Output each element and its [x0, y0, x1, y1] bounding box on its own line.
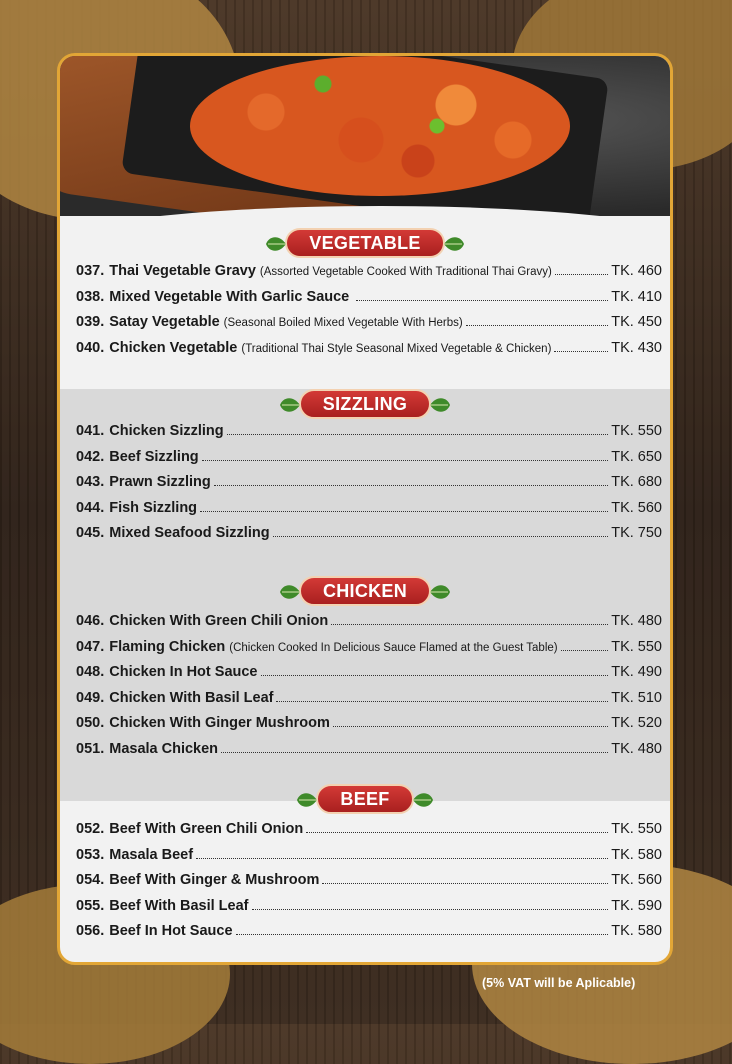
leaf-icon [265, 234, 287, 254]
section-header-vegetable [60, 228, 670, 258]
section-header-beef [60, 784, 670, 814]
leaf-icon [443, 234, 465, 254]
list-item: 051. Masala Chicken TK. 480 [76, 740, 662, 757]
vat-note: (5% VAT will be Aplicable) [482, 976, 636, 990]
list-item: 039. Satay Vegetable (Seasonal Boiled Mixed Vegetable With Herbs) TK. 450 [76, 314, 662, 331]
leaf-icon [279, 395, 301, 415]
list-item: 043. Prawn Sizzling TK. 680 [76, 474, 662, 491]
list-item: 047. Flaming Chicken (Chicken Cooked In Delicious Sauce Flamed at the Guest Table) TK. 550 [76, 638, 662, 655]
list-item: 038. Mixed Vegetable With Garlic Sauce TK. 410 [76, 288, 662, 305]
food-photo [60, 56, 670, 216]
leaf-icon [279, 582, 301, 602]
chicken-list [76, 613, 662, 767]
vegetable-list [76, 263, 662, 365]
list-item: 042. Beef Sizzling TK. 650 [76, 448, 662, 465]
list-item: 052. Beef With Green Chili Onion TK. 550 [76, 821, 662, 837]
section-title: BEEF [340, 788, 390, 809]
menu-card [57, 53, 673, 965]
sizzling-list [76, 423, 662, 551]
list-item: 046. Chicken With Green Chili Onion TK. 480 [76, 613, 662, 629]
list-item: 049. Chicken With Basil Leaf TK. 510 [76, 689, 662, 706]
section-title: CHICKEN [322, 580, 408, 601]
list-item: 040. Chicken Vegetable (Traditional Thai Style Seasonal Mixed Vegetable & Chicken) TK. 430 [76, 339, 662, 356]
leaf-icon [429, 582, 451, 602]
list-item: 056. Beef In Hot Sauce TK. 580 [76, 923, 662, 940]
leaf-icon [412, 790, 434, 810]
list-item: 045. Mixed Seafood Sizzling TK. 750 [76, 525, 662, 542]
section-title: SIZZLING [322, 393, 408, 414]
list-item: 041. Chicken Sizzling TK. 550 [76, 423, 662, 439]
section-header-chicken [60, 576, 670, 606]
list-item: 053. Masala Beef TK. 580 [76, 846, 662, 863]
leaf-icon [429, 395, 451, 415]
list-item: 055. Beef With Basil Leaf TK. 590 [76, 897, 662, 914]
list-item: 044. Fish Sizzling TK. 560 [76, 499, 662, 516]
list-item: 050. Chicken With Ginger Mushroom TK. 520 [76, 715, 662, 732]
beef-list [76, 821, 662, 949]
list-item: 054. Beef With Ginger & Mushroom TK. 560 [76, 872, 662, 889]
leaf-icon [296, 790, 318, 810]
list-item: 037. Thai Vegetable Gravy (Assorted Vegetable Cooked With Traditional Thai Gravy) TK. 460 [76, 263, 662, 279]
list-item: 048. Chicken In Hot Sauce TK. 490 [76, 664, 662, 681]
section-header-sizzling [60, 389, 670, 419]
section-title: VEGETABLE [309, 232, 421, 253]
